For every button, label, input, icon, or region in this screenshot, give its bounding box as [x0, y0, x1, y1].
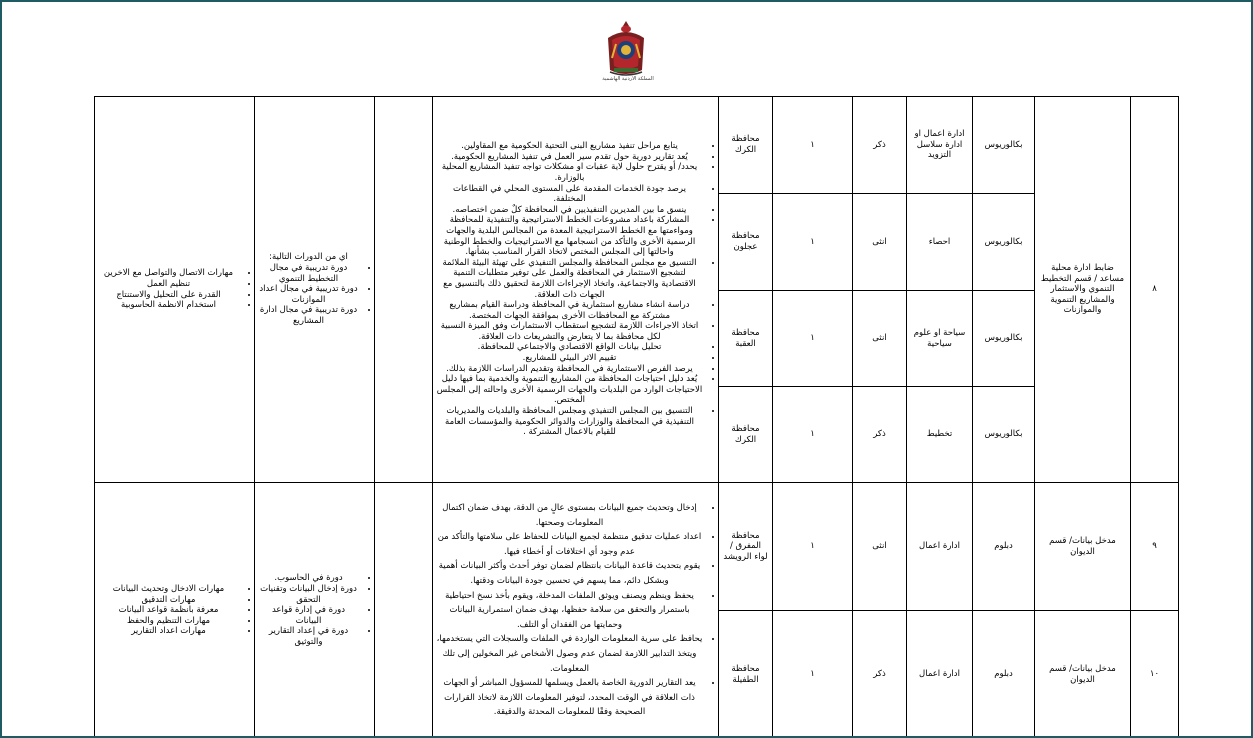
list-item: • دورة إدخال البيانات وتقنيات التحقق	[258, 584, 359, 605]
gender-cell: انثى	[853, 483, 907, 611]
training-cell	[255, 97, 375, 483]
list-item: • معرفة بانظمة قواعد البيانات	[98, 605, 239, 616]
location-cell: محافظة عجلون	[719, 194, 773, 291]
list-item: • مهارات الاتصال والتواصل مع الاخرين	[98, 268, 239, 279]
tasks-cell	[433, 483, 719, 738]
sequence-cell: ١٠	[1131, 611, 1179, 738]
skills-cell	[95, 483, 255, 738]
list-item: • دورة في إعداد التقارير والتوثيق	[258, 626, 359, 647]
count-cell: ١	[773, 611, 853, 738]
location-cell: محافظة المفرق / لواء الرويشد	[719, 483, 773, 611]
list-item: • دورة في الحاسوب.	[258, 573, 359, 584]
list-item: • يتابع مراحل تنفيذ مشاريع البنى التحتية الحكومية مع المقاولين.	[436, 141, 703, 152]
list-item: • تحليل بيانات الواقع الاقتصادي والاجتماعي للمحافظة.	[436, 342, 703, 353]
job-title-cell: مدخل بيانات/ قسم الديوان	[1035, 611, 1131, 738]
training-list	[258, 263, 371, 327]
tasks-list	[436, 501, 715, 720]
list-item: • القدرة على التحليل والاستنتاج	[98, 290, 239, 301]
list-item: • مهارات الادخال وتحديث البيانات	[98, 584, 239, 595]
gender-cell: ذكر	[853, 611, 907, 738]
count-cell: ١	[773, 194, 853, 291]
list-item: • تقييم الاثر البيئي للمشاريع.	[436, 353, 703, 364]
specialization-cell: ادارة اعمال او ادارة سلاسل التزويد	[907, 97, 973, 194]
location-cell: محافظة الكرك	[719, 97, 773, 194]
specialization-cell: احصاء	[907, 194, 973, 291]
list-item: • المشاركة باعداد مشروعات الخطط الاستراتيجية والتنفيذية للمحافظة ومواءمتها مع الخطط الاستراتيجية المعدة من المجالس البلدية والجهات الرسمية الأخرى والتأكد من انسجامها مع الاستراتيجيات والخطط الوطنية واحالتها إلى المجلس المختص لاتخاذ القرار المناسب بشأنها.	[436, 215, 703, 257]
job-title-cell: ضابط ادارة محلية مساعد / قسم التخطيط التنموي والاستثمار والمشاريع التنموية والموازنات	[1035, 97, 1131, 483]
list-item: • التنسيق مع مجلس المحافظة والمجلس التنفيذي على تهيئة البيئة الملائمة لتشجيع الاستثمار في المحافظة والعمل على توفير متطلبات التنمية الاقتصادية والاجتماعية، واتخاذ الإجراءات اللازمة لتحقيق ذلك بالتنسيق مع الجهات ذات العلاقة.	[436, 258, 703, 300]
skills-list	[98, 584, 251, 637]
list-item: • التنسيق بين المجلس التنفيذي ومجلس المحافظة والبلديات والمديريات التنفيذية في المحافظة والوزارات والدوائر الحكومية والمؤسسات العامة للقيام بالاعمال المشتركة .	[436, 406, 703, 438]
list-item: • اعداد عمليات تدقيق منتظمة لجميع البيانات للحفاظ على سلامتها والتأكد من عدم وجود أي اختلافات أو أخطاء فيها.	[436, 530, 703, 559]
list-item: • دراسة انشاء مشاريع استثمارية في المحافظة ودراسة القيام بمشاريع مشتركة مع المحافظات الأخرى بموافقة الجهات المختصة.	[436, 300, 703, 321]
training-list	[258, 573, 371, 647]
gender-cell: ذكر	[853, 97, 907, 194]
qualification-cell: دبلوم	[973, 483, 1035, 611]
specialization-cell: ادارة اعمال	[907, 483, 973, 611]
list-item: • دورة في إدارة قواعد البيانات	[258, 605, 359, 626]
gender-cell: ذكر	[853, 387, 907, 483]
list-item: • يحافظ على سرية المعلومات الواردة في الملفات والسجلات التي يستخدمها، ويتخذ التدابير اللازمة لضمان عدم وصول الأشخاص غير المخولين إلى تلك المعلومات.	[436, 632, 703, 676]
emblem-caption: المملكة الأردنية الهاشمية	[602, 76, 654, 82]
specialization-cell: ادارة اعمال	[907, 611, 973, 738]
qualification-cell: بكالوريوس	[973, 387, 1035, 483]
list-item: • ينسق ما بين المديرين التنفيذيين في المحافظة كلٌ ضمن اختصاصه.	[436, 205, 703, 216]
location-cell: محافظة الطفيلة	[719, 611, 773, 738]
table-row	[95, 97, 1179, 194]
list-item: • يُعد تقارير دورية حول تقدم سير العمل في تنفيذ المشاريع الحكومية.	[436, 152, 703, 163]
sequence-cell: ٨	[1131, 97, 1179, 483]
list-item: • تنظيم العمل	[98, 279, 239, 290]
training-cell	[255, 483, 375, 738]
count-cell: ١	[773, 97, 853, 194]
empty-cell	[375, 97, 433, 483]
skills-cell	[95, 97, 255, 483]
list-item: • مهارات اعداد التقارير	[98, 626, 239, 637]
qualification-cell: بكالوريوس	[973, 194, 1035, 291]
job-title-cell: مدخل بيانات/ قسم الديوان	[1035, 483, 1131, 611]
qualification-cell: دبلوم	[973, 611, 1035, 738]
empty-cell	[375, 483, 433, 738]
jobs-table	[94, 96, 1179, 738]
qualification-cell: بكالوريوس	[973, 291, 1035, 387]
training-intro: اي من الدورات التالية:	[269, 252, 348, 263]
table-row	[95, 483, 1179, 611]
list-item: • مهارات التنظيم والحفظ	[98, 616, 239, 627]
location-cell: محافظة الكرك	[719, 387, 773, 483]
specialization-cell: تخطيط	[907, 387, 973, 483]
location-cell: محافظة العقبة	[719, 291, 773, 387]
count-cell: ١	[773, 483, 853, 611]
list-item: • يقوم بتحديث قاعدة البيانات بانتظام لضمان توفر أحدث وأكثر البيانات أهمية وبشكل دائم، مما يسهم في تحسين جودة البيانات ودقتها.	[436, 559, 703, 588]
list-item: • استخدام الانظمة الحاسوبية	[98, 300, 239, 311]
count-cell: ١	[773, 291, 853, 387]
list-item: • يُعد دليل احتياجات المحافظة من المشاريع التنموية والخدمية بما فيها دليل الاحتياجات الوارد من البلديات والجهات الرسمية الأخرى واحالته إلى المجلس المختص.	[436, 374, 703, 406]
list-item: • إدخال وتحديث جميع البيانات بمستوى عالٍ من الدقة، بهدف ضمان اكتمال المعلومات وصحتها.	[436, 501, 703, 530]
qualification-cell: بكالوريوس	[973, 97, 1035, 194]
list-item: • دورة تدريبية في مجال اعداد الموازنات	[258, 284, 359, 305]
list-item: • يرصد الفرص الاستثمارية في المحافظة وتقديم الدراسات اللازمة بذلك.	[436, 364, 703, 375]
tasks-cell	[433, 97, 719, 483]
count-cell: ١	[773, 387, 853, 483]
list-item: • يرصد جودة الخدمات المقدمة على المستوى المحلي في القطاعات المختلفة.	[436, 184, 703, 205]
list-item: • دورة تدريبية في مجال ادارة المشاريع	[258, 305, 359, 326]
skills-list	[98, 268, 251, 310]
specialization-cell: سياحة او علوم سياحية	[907, 291, 973, 387]
gender-cell: انثى	[853, 291, 907, 387]
gender-cell: انثى	[853, 194, 907, 291]
list-item: • يعد التقارير الدورية الخاصة بالعمل ويسلمها للمسؤول المباشر أو الجهات ذات العلاقة في الوقت المحدد، لتوفير المعلومات اللازمة لاتخاذ القرارات الصحيحة وفقًا للمعلومات المحدثة والدقيقة.	[436, 676, 703, 720]
list-item: • يحدد/ أو يقترح حلول لاية عقبات او مشكلات تواجه تنفيذ المشاريع المحلية بالوزارة.	[436, 162, 703, 183]
list-item: • اتخاذ الاجراءات اللازمة لتشجيع استقطاب الاستثمارات وفق الميزة النسبية لكل محافظة بما لا يتعارض والتشريعات ذات العلاقة.	[436, 321, 703, 342]
list-item: • مهارات التدقيق	[98, 595, 239, 606]
list-item: • دورة تدريبية في مجال التخطيط التنموي	[258, 263, 359, 284]
sequence-cell: ٩	[1131, 483, 1179, 611]
list-item: • يحفظ وينظم ويصنف ويوثق الملفات المدخلة، ويقوم بأخذ نسخ احتياطية باستمرار والتحقق من سلامة حفظها، بهدف ضمان استمرارية البيانات وحمايتها من الفقدان أو التلف.	[436, 589, 703, 633]
tasks-list	[436, 141, 715, 438]
